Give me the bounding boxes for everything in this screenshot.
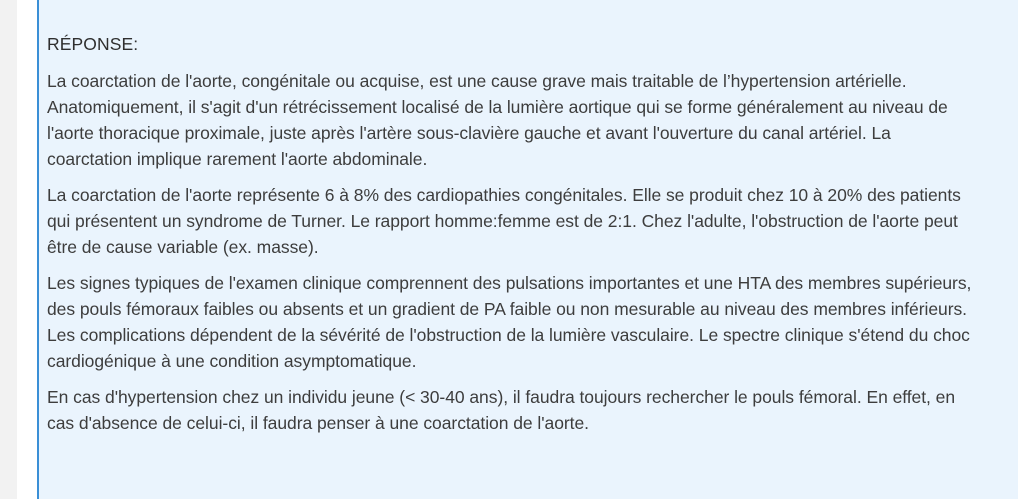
answer-panel [37, 0, 1018, 499]
left-gutter [0, 0, 17, 499]
answer-paragraph-3: Les signes typiques de l'examen clinique comprennent des pulsations importantes et une HTA des membres supérieurs, des pouls fémoraux faibles ou absents et un gradient de PA faible ou non mesurable au niveau des membres inférieurs. Les complications dépendent de la sévérité de l'obstruction de la lumière vasculaire. Le spectre clinique s'étend du choc cardiogénique à une condition asymptomatique. [47, 273, 972, 371]
answer-paragraph-1: La coarctation de l'aorte, congénitale ou acquise, est une cause grave mais traitable de l’hypertension artérielle. Anatomiquement, il s'agit d'un rétrécissement localisé de la lumière aortique qui se forme généralement au niveau de l'aorte thoracique proximale, juste après l'artère sous-clavière gauche et avant l'ouverture du canal artériel. La coarctation implique rarement l'aorte abdominale. [47, 71, 948, 169]
answer-paragraph-2: La coarctation de l'aorte représente 6 à 8% des cardiopathies congénitales. Elle se produit chez 10 à 20% des patients qui présentent un syndrome de Turner. Le rapport homme:femme est de 2:1. Chez l'adulte, l'obstruction de l'aorte peut être de cause variable (ex. masse). [47, 185, 961, 257]
left-margin [17, 0, 37, 499]
answer-heading: RÉPONSE: [47, 34, 139, 54]
answer-paragraph-4: En cas d'hypertension chez un individu jeune (< 30-40 ans), il faudra toujours rechercher le pouls fémoral. En effet, en cas d'absence de celui-ci, il faudra penser à une coarctation de l'aorte. [47, 387, 956, 433]
